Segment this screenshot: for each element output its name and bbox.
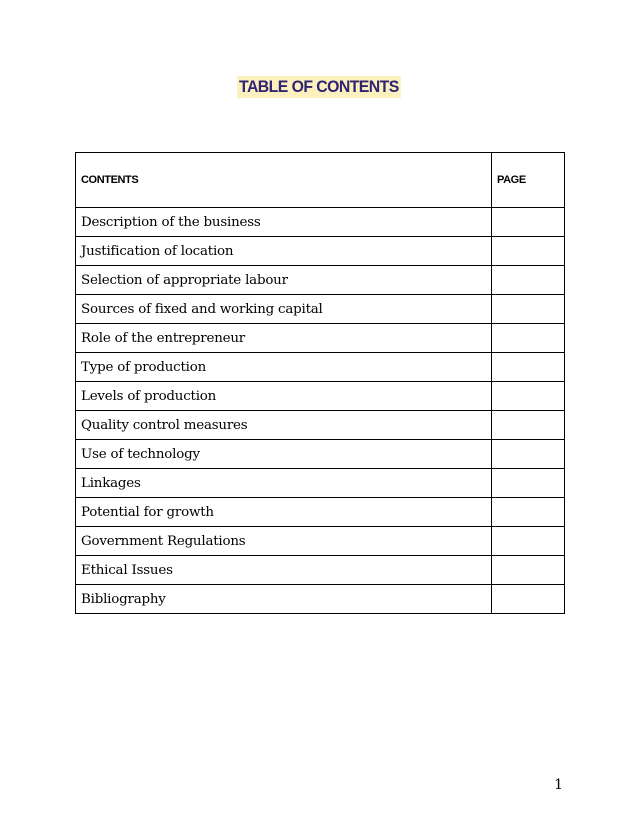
row-page [492, 295, 565, 324]
row-content: Quality control measures [76, 411, 492, 440]
row-content: Potential for growth [76, 498, 492, 527]
table-row [76, 324, 565, 353]
table-row [76, 556, 565, 585]
page-number: 1 [554, 777, 563, 793]
table-row [76, 266, 565, 295]
row-content: Ethical Issues [76, 556, 492, 585]
row-content: Bibliography [76, 585, 492, 614]
row-page [492, 527, 565, 556]
row-content: Government Regulations [76, 527, 492, 556]
table-row [76, 353, 565, 382]
row-content: Role of the entrepreneur [76, 324, 492, 353]
row-page [492, 585, 565, 614]
row-content: Selection of appropriate labour [76, 266, 492, 295]
contents-header: CONTENTS [76, 153, 492, 208]
table-row [76, 527, 565, 556]
contents-table [75, 152, 565, 614]
row-page [492, 440, 565, 469]
row-page [492, 208, 565, 237]
row-page [492, 382, 565, 411]
row-content: Justification of location [76, 237, 492, 266]
row-content: Use of technology [76, 440, 492, 469]
row-page [492, 324, 565, 353]
row-content: Description of the business [76, 208, 492, 237]
table-row [76, 382, 565, 411]
page-header: PAGE [492, 153, 565, 208]
table-row [76, 411, 565, 440]
table-row [76, 208, 565, 237]
row-content: Sources of fixed and working capital [76, 295, 492, 324]
table-row [76, 295, 565, 324]
table-header-row [76, 153, 565, 208]
table-row [76, 440, 565, 469]
table-row [76, 469, 565, 498]
row-page [492, 411, 565, 440]
table-row [76, 237, 565, 266]
title-container [0, 76, 638, 98]
row-page [492, 353, 565, 382]
page-title: TABLE OF CONTENTS [239, 77, 399, 96]
table-row [76, 585, 565, 614]
row-content: Linkages [76, 469, 492, 498]
table-row [76, 498, 565, 527]
row-content: Type of production [76, 353, 492, 382]
row-page [492, 266, 565, 295]
row-content: Levels of production [76, 382, 492, 411]
row-page [492, 498, 565, 527]
row-page [492, 237, 565, 266]
row-page [492, 556, 565, 585]
row-page [492, 469, 565, 498]
